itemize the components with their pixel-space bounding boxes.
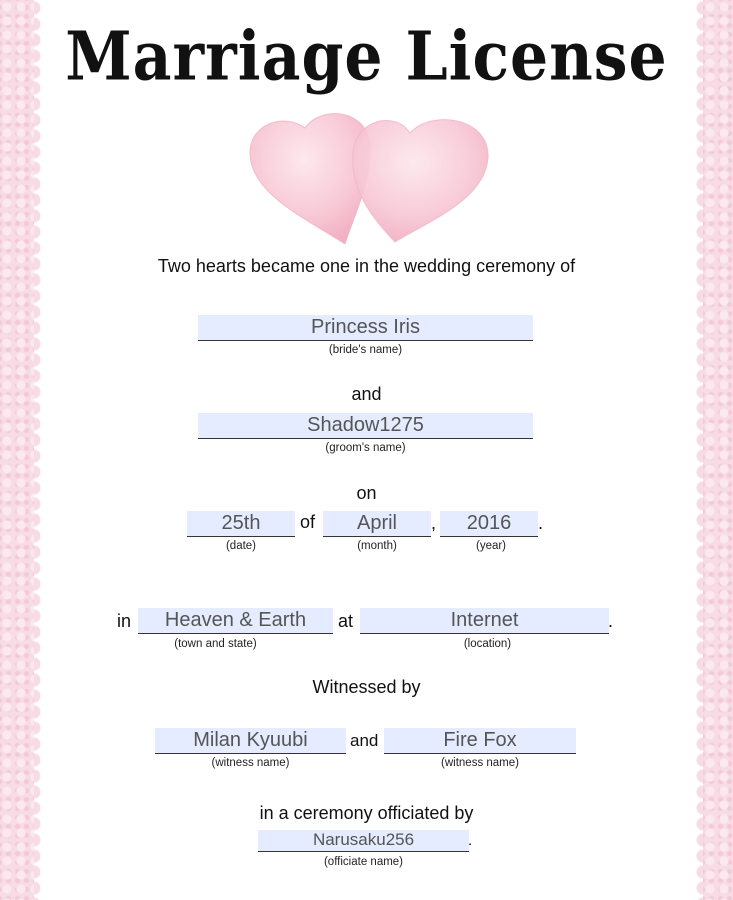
groom-name-field[interactable] — [198, 412, 533, 439]
witness2-value: Fire Fox — [443, 729, 517, 751]
witness1-label: (witness name) — [211, 757, 290, 769]
town-value: Heaven & Earth — [164, 609, 307, 631]
witness-and-text: and — [350, 731, 379, 750]
location-label: (location) — [463, 638, 512, 650]
witness2-label: (witness name) — [441, 757, 519, 769]
of-text: of — [300, 512, 316, 532]
groom-name-value: Shadow1275 — [307, 414, 424, 436]
officiant-value: Narusaku256 — [312, 830, 415, 849]
period-text-3: . — [468, 832, 473, 849]
in-text: in — [117, 611, 132, 631]
intro-text: Two hearts became one in the wedding ceremony of — [157, 256, 576, 276]
witness2-field[interactable] — [384, 727, 576, 754]
year-field[interactable] — [440, 510, 538, 537]
witnessed-by-text: Witnessed by — [312, 677, 421, 697]
month-label: (month) — [357, 540, 397, 552]
date-value: 25th — [221, 512, 261, 534]
location-field[interactable] — [360, 607, 609, 634]
period-text: . — [538, 513, 544, 533]
groom-name-label: (groom's name) — [325, 442, 406, 454]
and-text: and — [351, 384, 382, 404]
month-value: April — [356, 512, 397, 534]
witness1-field[interactable] — [155, 727, 346, 754]
bride-name-label: (bride's name) — [328, 344, 403, 356]
officiant-field[interactable] — [258, 829, 469, 852]
bride-name-value: Princess Iris — [311, 316, 420, 338]
at-text: at — [338, 611, 354, 631]
year-label: (year) — [475, 540, 507, 552]
lace-border-right — [703, 0, 733, 900]
page-title: Marriage License — [65, 17, 668, 97]
date-label: (date) — [225, 540, 257, 552]
month-field[interactable] — [323, 510, 431, 537]
date-field[interactable] — [187, 510, 295, 537]
bride-name-field[interactable] — [198, 314, 533, 341]
officiant-label: (officiate name) — [323, 856, 404, 868]
year-value: 2016 — [466, 512, 512, 534]
town-label: (town and state) — [174, 638, 257, 650]
town-field[interactable] — [138, 607, 333, 634]
officiated-by-text: in a ceremony officiated by — [259, 803, 474, 823]
witness1-value: Milan Kyuubi — [193, 729, 308, 751]
location-value: Internet — [450, 609, 519, 631]
period-text-2: . — [608, 611, 614, 631]
on-text: on — [356, 483, 377, 503]
lace-border-left — [0, 0, 34, 900]
comma-text: , — [431, 513, 437, 533]
two-hearts-icon — [245, 108, 495, 248]
